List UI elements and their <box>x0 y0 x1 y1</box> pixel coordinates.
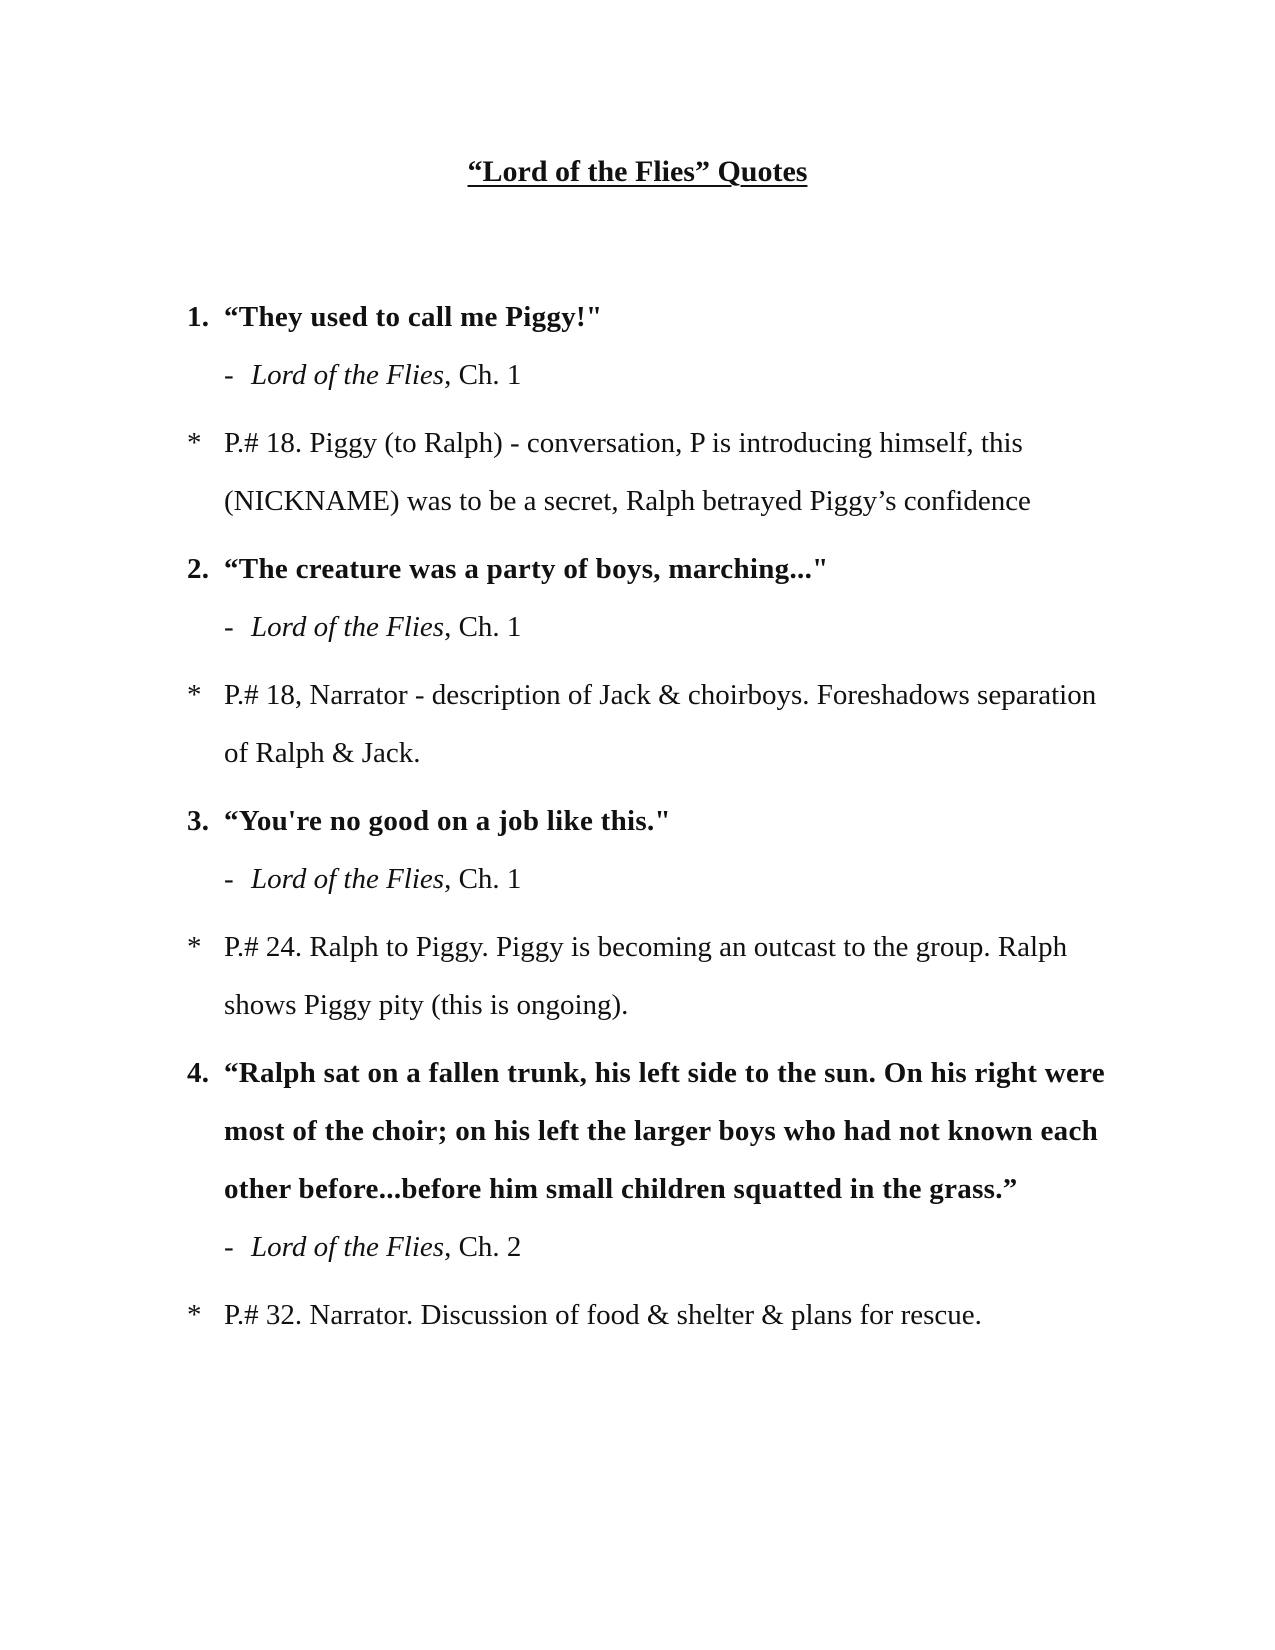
source-chapter: , Ch. 1 <box>444 359 522 391</box>
source-book-title: Lord of the Flies <box>251 1231 445 1263</box>
source-dash: - <box>224 863 234 895</box>
source-chapter: , Ch. 2 <box>444 1231 522 1263</box>
quote-text <box>187 1044 1107 1218</box>
quote-entry-4 <box>187 1044 1107 1344</box>
note-marker: * <box>187 1299 202 1331</box>
page-title-text: “Lord of the Flies” Quotes <box>467 155 808 188</box>
source-book-title: Lord of the Flies <box>251 863 445 895</box>
quote-body: “Ralph sat on a fallen trunk, his left side to the sun. On his right were most of the choir; on his left the larger boys who had not known each other before...before him small children squatted in the grass.” <box>224 1057 1105 1205</box>
source-chapter: , Ch. 1 <box>444 863 522 895</box>
source-chapter: , Ch. 1 <box>444 611 522 643</box>
quote-note <box>187 666 1107 782</box>
quote-number: 3. <box>187 805 210 837</box>
source-dash: - <box>224 359 234 391</box>
quote-source <box>187 850 1107 908</box>
note-marker: * <box>187 931 202 963</box>
source-book-title: Lord of the Flies <box>251 611 445 643</box>
quote-body: “They used to call me Piggy!" <box>224 301 603 333</box>
quote-source <box>187 598 1107 656</box>
quote-note <box>187 1286 1107 1344</box>
quote-list <box>187 288 1107 1354</box>
quote-number: 1. <box>187 301 210 333</box>
note-text: P.# 18, Narrator - description of Jack & choirboys. Foreshadows separation of Ralph & Jack. <box>224 679 1097 769</box>
note-text: P.# 32. Narrator. Discussion of food & shelter & plans for rescue. <box>224 1299 982 1331</box>
quote-body: “The creature was a party of boys, marching..." <box>224 553 829 585</box>
source-book-title: Lord of the Flies <box>251 359 445 391</box>
quote-note <box>187 414 1107 530</box>
quote-text <box>187 288 1107 346</box>
quote-entry-3 <box>187 792 1107 1034</box>
quote-source <box>187 346 1107 404</box>
quote-number: 4. <box>187 1057 210 1089</box>
note-text: P.# 18. Piggy (to Ralph) - conversation, P is introducing himself, this (NICKNAME) was to be a secret, Ralph betrayed Piggy’s confidence <box>224 427 1031 517</box>
page-title <box>0 152 1275 192</box>
quote-text <box>187 540 1107 598</box>
quote-entry-2 <box>187 540 1107 782</box>
quote-body: “You're no good on a job like this." <box>224 805 671 837</box>
note-marker: * <box>187 679 202 711</box>
note-marker: * <box>187 427 202 459</box>
quote-text <box>187 792 1107 850</box>
note-text: P.# 24. Ralph to Piggy. Piggy is becoming an outcast to the group. Ralph shows Piggy pity (this is ongoing). <box>224 931 1068 1021</box>
quote-note <box>187 918 1107 1034</box>
source-dash: - <box>224 1231 234 1263</box>
quote-source <box>187 1218 1107 1276</box>
quote-entry-1 <box>187 288 1107 530</box>
quote-number: 2. <box>187 553 210 585</box>
source-dash: - <box>224 611 234 643</box>
